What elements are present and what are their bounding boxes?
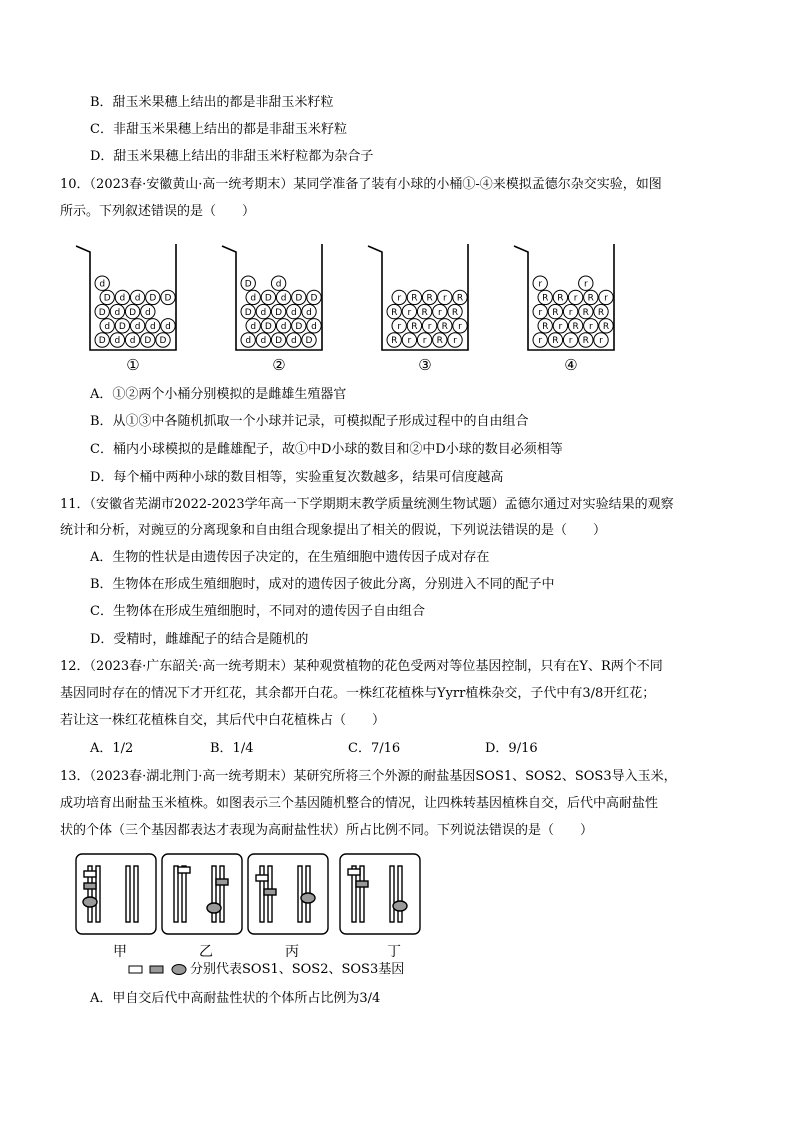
ball-letter: d bbox=[99, 279, 106, 290]
ball-letter: d bbox=[280, 293, 287, 304]
ball-letter: r bbox=[397, 322, 402, 332]
gene-sos2 bbox=[216, 879, 228, 885]
plant-label-ding: 丁 bbox=[387, 944, 401, 960]
q11-stem-line2: 统计和分析，对豌豆的分离现象和自由组合现象提出了相关的假说，下列说法错误的是（ ） bbox=[60, 523, 607, 538]
ball-letter: r bbox=[427, 322, 432, 332]
ball-letter: D bbox=[98, 307, 106, 318]
q9-option-d: D．甜玉米果穗上结出的非甜玉米籽粒都为杂合子 bbox=[90, 149, 374, 164]
ball-letter: d bbox=[290, 336, 297, 347]
ball-letter: d bbox=[311, 322, 317, 332]
ball-letter: R bbox=[426, 293, 433, 304]
ball-letter: R bbox=[602, 322, 610, 332]
gene-sos3 bbox=[393, 901, 407, 911]
beaker-label-1: ① bbox=[126, 356, 140, 374]
ball-letter: R bbox=[597, 307, 605, 318]
ball-letter: d bbox=[250, 322, 257, 332]
ball-letter: r bbox=[458, 322, 462, 332]
ball-letter: D bbox=[129, 307, 137, 318]
ball-letter: r bbox=[583, 279, 588, 290]
ball-letter: d bbox=[165, 322, 171, 332]
chromosome bbox=[220, 866, 224, 922]
ball-letter: D bbox=[310, 293, 318, 304]
ball-letter: d bbox=[290, 307, 297, 318]
ball-letter: D bbox=[149, 293, 157, 304]
q12-stem-line2: 基因同时存在的情况下才开红花，其余都开白花。一株红花植株与Yyrr植株杂交，子代中有3/8开红花； bbox=[60, 686, 656, 701]
ball-letter: r bbox=[538, 279, 543, 290]
gene-sos1 bbox=[256, 875, 268, 881]
ball-letter: r bbox=[538, 336, 543, 347]
ball-letter: r bbox=[538, 307, 543, 318]
beaker-label-4: ④ bbox=[564, 356, 578, 374]
q10-option-c: C．桶内小球模拟的是雌雄配子，故①中D小球的数目和②中D小球的数目必须相等 bbox=[90, 442, 563, 457]
q11-option-c: C．生物体在形成生殖细胞时，不同对的遗传因子自由组合 bbox=[90, 604, 425, 619]
gene-sos3 bbox=[207, 903, 221, 913]
ball-letter: d bbox=[114, 336, 121, 347]
ball-letter: r bbox=[453, 336, 457, 347]
ball-letter: D bbox=[118, 322, 126, 332]
q11-stem-line1: 11．（安徽省芜湖市2022-2023学年高一下学期期末教学质量统测生物试题）孟德尔通过对实验结果的观察 bbox=[60, 497, 674, 512]
ball-letter: D bbox=[275, 307, 283, 318]
q11-option-b: B．生物体在形成生殖细胞时，成对的遗传因子彼此分离，分别进入不同的配子中 bbox=[90, 577, 555, 592]
ball-letter: D bbox=[295, 293, 303, 304]
ball-letter: D bbox=[98, 336, 106, 347]
ball-letter: r bbox=[407, 307, 412, 318]
ball-letter: R bbox=[572, 322, 579, 332]
ball-letter: r bbox=[573, 293, 578, 304]
ball-letter: R bbox=[557, 293, 564, 304]
ball-letter: r bbox=[568, 336, 573, 347]
q9-option-c: C．非甜玉米果穗上结出的都是非甜玉米籽粒 bbox=[90, 122, 347, 137]
q12-option-c: C．7/16 bbox=[348, 741, 401, 756]
q12-option-d: D．9/16 bbox=[485, 741, 538, 756]
gene-sos1 bbox=[84, 871, 96, 877]
ball-letter: R bbox=[552, 307, 559, 318]
ball-letter: R bbox=[456, 293, 464, 304]
ball-letter: d bbox=[306, 307, 312, 318]
ball-letter: R bbox=[582, 336, 589, 347]
ball-letter: d bbox=[134, 293, 141, 304]
ball-letter: r bbox=[588, 322, 593, 332]
beaker-label-3: ③ bbox=[418, 356, 432, 374]
q13-stem-line1: 13．（2023春·湖北荆门·高一统考期末）某研究所将三个外源的耐盐基因SOS1、SOS2、SOS3导入玉米， bbox=[60, 769, 677, 784]
ball-letter: d bbox=[114, 307, 121, 318]
ball-letter: R bbox=[421, 307, 428, 318]
ball-letter: r bbox=[568, 307, 573, 318]
beakers-figure bbox=[70, 236, 630, 376]
ball-letter: d bbox=[129, 336, 136, 347]
ball-letter: D bbox=[159, 336, 167, 347]
q11-option-a: A．生物的性状是由遗传因子决定的，在生殖细胞中遗传因子成对存在 bbox=[90, 550, 490, 565]
q11-option-d: D．受精时，雌雄配子的结合是随机的 bbox=[90, 632, 309, 647]
ball-letter: D bbox=[264, 293, 272, 304]
chromosome-figure bbox=[74, 852, 454, 962]
ball-letter: d bbox=[134, 322, 141, 332]
legend-text: 分别代表SOS1、SOS2、SOS3基因 bbox=[190, 962, 405, 977]
ball-letter: R bbox=[542, 322, 549, 332]
ball-letter: R bbox=[391, 336, 398, 347]
q12-stem-line1: 12．（2023春·广东韶关·高一统考期末）某种观赏植物的花色受两对等位基因控制，只有在Y、R两个不同 bbox=[60, 659, 663, 674]
ball-letter: d bbox=[250, 293, 257, 304]
ball-letter: d bbox=[260, 336, 267, 347]
ball-letter: R bbox=[391, 307, 398, 318]
q10-option-d: D．每个桶中两种小球的数目相等，实验重复次数越多，结果可信度越高 bbox=[90, 470, 504, 485]
ball-letter: R bbox=[451, 307, 459, 318]
ball-letter: r bbox=[397, 293, 402, 304]
ball-letter: D bbox=[264, 322, 272, 332]
ball-letter: r bbox=[599, 336, 603, 347]
q13-option-a: A．甲自交后代中高耐盐性状的个体所占比例为3/4 bbox=[90, 991, 381, 1006]
ball-letter: R bbox=[436, 336, 443, 347]
ball-letter: D bbox=[164, 293, 172, 304]
gene-sos1 bbox=[178, 867, 190, 873]
ball-letter: D bbox=[305, 336, 313, 347]
ball-letter: r bbox=[604, 293, 608, 304]
ball-letter: D bbox=[275, 336, 283, 347]
legend-symbols bbox=[128, 963, 190, 977]
ball-letter: d bbox=[149, 322, 156, 332]
q10-option-b: B．从①③中各随机抓取一个小球并记录，可模拟配子形成过程中的自由组合 bbox=[90, 414, 529, 429]
ball-letter: R bbox=[441, 322, 448, 332]
ball-letter: r bbox=[558, 322, 563, 332]
legend-sos2-icon bbox=[150, 966, 163, 973]
ball-letter: R bbox=[587, 293, 594, 304]
ball-letter: R bbox=[542, 293, 549, 304]
q10-option-a: A．①②两个小桶分别模拟的是雌雄生殖器官 bbox=[90, 387, 347, 402]
ball-letter: D bbox=[103, 293, 111, 304]
legend-sos1-icon bbox=[129, 966, 142, 973]
q12-option-b: B．1/4 bbox=[210, 741, 254, 756]
beaker-label-2: ② bbox=[272, 356, 286, 374]
q10-stem-line1: 10．（2023春·安徽黄山·高一统考期末）某同学准备了装有小球的小桶①-④来模拟孟德尔杂交实验，如图 bbox=[60, 177, 662, 192]
ball-letter: d bbox=[144, 307, 151, 318]
ball-letter: R bbox=[411, 293, 418, 304]
plant-label-yi: 乙 bbox=[199, 944, 213, 960]
ball-letter: d bbox=[260, 307, 267, 318]
chromosome bbox=[398, 866, 402, 922]
q13-stem-line2: 成功培育出耐盐玉米植株。如图表示三个基因随机整合的情况，让四株转基因植株自交，后代中高耐盐性 bbox=[60, 796, 659, 811]
gene-sos3 bbox=[301, 893, 315, 903]
q9-option-b: B．甜玉米果穗上结出的都是非甜玉米籽粒 bbox=[90, 95, 334, 110]
chromosome bbox=[390, 866, 394, 922]
ball-letter: r bbox=[407, 336, 412, 347]
ball-letter: r bbox=[437, 307, 442, 318]
q13-stem-line3: 状的个体（三个基因都表达才表现为高耐盐性状）所占比例不同。下列说法错误的是（ ） bbox=[60, 823, 594, 838]
ball-letter: D bbox=[244, 279, 252, 290]
ball-letter: r bbox=[442, 293, 447, 304]
legend-sos3-icon bbox=[172, 965, 186, 975]
plant-label-jia: 甲 bbox=[113, 944, 127, 960]
chromosome bbox=[126, 866, 130, 922]
q12-option-a: A．1/2 bbox=[90, 741, 134, 756]
gene-sos2 bbox=[264, 889, 276, 895]
chromosome bbox=[134, 866, 138, 922]
ball-letter: d bbox=[280, 322, 287, 332]
gene-sos2 bbox=[356, 881, 368, 887]
ball-letter: R bbox=[411, 322, 418, 332]
gene-sos1 bbox=[348, 869, 360, 875]
ball-letter: r bbox=[422, 336, 427, 347]
q10-stem-line2: 所示。下列叙述错误的是（ ） bbox=[60, 204, 256, 219]
chromosome bbox=[182, 866, 186, 922]
chromosome bbox=[174, 866, 178, 922]
ball-letter: R bbox=[582, 307, 589, 318]
q12-stem-line3: 若让这一株红花植株自交，其后代中白花植株占（ ） bbox=[60, 713, 386, 728]
ball-letter: d bbox=[104, 322, 111, 332]
gene-sos3 bbox=[83, 897, 97, 907]
gene-sos2 bbox=[84, 883, 96, 889]
ball-letter: d bbox=[119, 293, 126, 304]
ball-letter: D bbox=[295, 322, 303, 332]
plant-label-bing: 丙 bbox=[285, 944, 299, 960]
ball-letter: D bbox=[244, 307, 252, 318]
ball-letter: d bbox=[275, 279, 282, 290]
chromosome bbox=[298, 866, 302, 922]
ball-letter: R bbox=[552, 336, 559, 347]
ball-letter: D bbox=[144, 336, 152, 347]
ball-letter: d bbox=[245, 336, 252, 347]
